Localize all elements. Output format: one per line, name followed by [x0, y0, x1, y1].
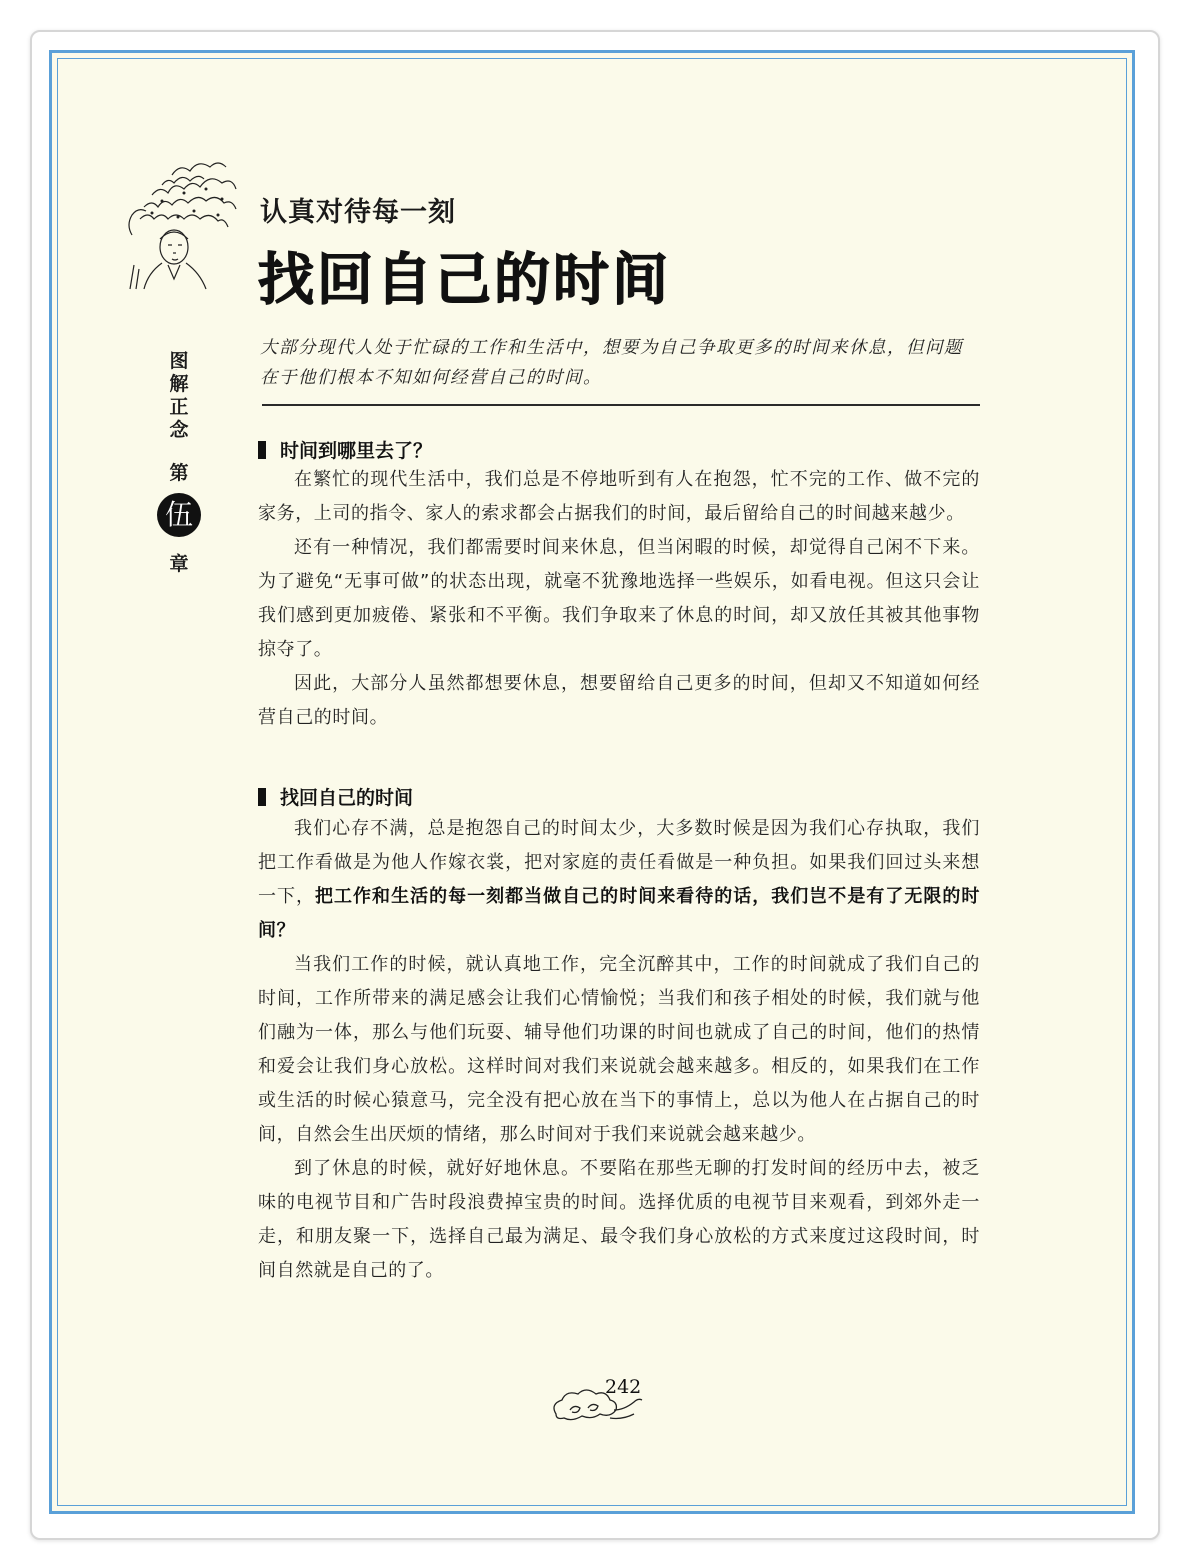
series-char: 图 — [169, 350, 189, 372]
body-paragraph: 到了休息的时候，就好好地休息。不要陷在那些无聊的打发时间的经历中去，被乏味的电视节目和广告时段浪费掉宝贵的时间。选择优质的电视节目来观看，到郊外走一走，和朋友聚一下，选择自己最为满足、最令我们身心放松的方式来度过这段时间，时间自然就是自己的了。 — [258, 1158, 980, 1281]
page-title: 找回自己的时间 — [258, 247, 671, 313]
section-heading-1 — [258, 436, 432, 463]
side-chapter-marker — [162, 350, 196, 576]
chapter-subtitle: 认真对待每一刻 — [260, 197, 456, 228]
paragraph-lead: 我们心存不满，总是抱怨自己的时间太少，大多数时候是因为我们心存执取，我们把工作看做是为他人作嫁衣裳，把对家庭的责任看做是一种负担。如果我们回过头来想一下， — [258, 818, 980, 907]
page-number: 242 — [605, 1376, 642, 1398]
intro-paragraph: 大部分现代人处于忙碌的工作和生活中，想要为自己争取更多的时间来休息，但问题在于他们根本不知如何经营自己的时间。 — [260, 338, 963, 388]
heading-marker-icon — [258, 441, 266, 459]
body-paragraph: 当我们工作的时候，就认真地工作，完全沉醉其中，工作的时间就成了我们自己的时间，工作所带来的满足感会让我们心情愉悦；当我们和孩子相处的时候，我们就与他们融为一体，那么与他们玩耍、辅导他们功课的时间也就成了自己的时间，他们的热情和爱会让我们身心放松。这样时间对我们来说就会越来越多。相反的，如果我们在工作或生活的时候心猿意马，完全没有把心放在当下的事情上，总以为他人在占据自己的时间，自然会生出厌烦的情绪，那么时间对于我们来说就会越来越少。 — [258, 954, 980, 1145]
body-paragraph: 因此，大部分人虽然都想要休息，想要留给自己更多的时间，但却又不知道如何经营自己的时间。 — [258, 673, 980, 728]
intro-divider — [262, 404, 980, 406]
chapter-prefix: 第 — [169, 462, 189, 484]
emphasis-text: 把工作和生活的每一刻都当做自己的时间来看待的话，我们岂不是有了无限的时间？ — [258, 886, 980, 941]
section-heading-text: 时间到哪里去了？ — [280, 440, 433, 462]
section-1-body — [258, 463, 980, 735]
chapter-number-badge: 伍 — [157, 493, 201, 537]
section-2-body — [258, 812, 980, 1288]
section-heading-2 — [258, 783, 413, 810]
heading-marker-icon — [258, 788, 266, 806]
chapter-suffix: 章 — [169, 553, 189, 575]
body-paragraph: 还有一种情况，我们都需要时间来休息，但当闲暇的时候，却觉得自己闲不下来。为了避免“无事可做”的状态出现，就毫不犹豫地选择一些娱乐，如看电视。但这只会让我们感到更加疲倦、紧张和不平衡。我们争取来了休息的时间，却又放任其被其他事物掠夺了。 — [258, 537, 980, 660]
series-title — [162, 350, 196, 442]
series-char: 正 — [169, 396, 189, 418]
section-heading-text: 找回自己的时间 — [280, 787, 414, 809]
series-char: 解 — [169, 373, 189, 395]
body-paragraph — [258, 812, 980, 948]
series-char: 念 — [169, 419, 189, 441]
portrait-illustration — [122, 155, 247, 290]
body-paragraph: 在繁忙的现代生活中，我们总是不停地听到有人在抱怨，忙不完的工作、做不完的家务，上司的指令、家人的索求都会占据我们的时间，最后留给自己的时间越来越少。 — [258, 469, 980, 524]
